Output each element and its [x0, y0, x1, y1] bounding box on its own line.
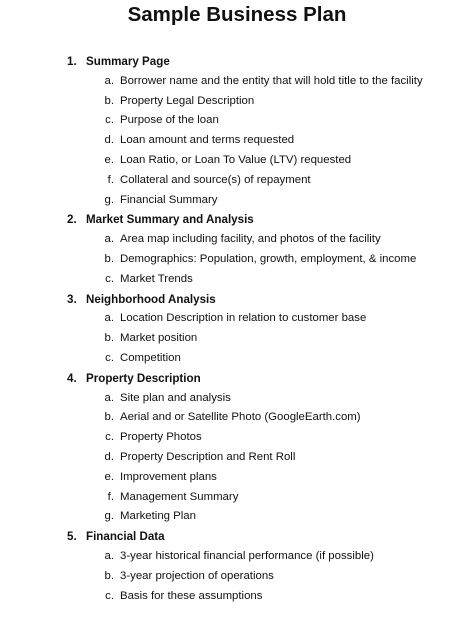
item-text: Property Description and Rent Roll: [120, 450, 296, 463]
list-item: [0, 567, 474, 587]
section-5: [0, 527, 474, 606]
item-text: Location Description in relation to customer base: [120, 312, 367, 325]
list-item: [0, 191, 474, 211]
item-letter: c.: [105, 272, 114, 285]
list-item: [0, 72, 474, 92]
section-number: 5.: [67, 530, 77, 544]
section-heading: [0, 210, 474, 230]
item-letter: c.: [105, 589, 114, 602]
item-text: Market Trends: [120, 272, 193, 285]
item-text: Marketing Plan: [120, 510, 196, 523]
item-text: Site plan and analysis: [120, 391, 231, 404]
list-item: [0, 547, 474, 567]
list-item: [0, 230, 474, 250]
section-title: Market Summary and Analysis: [86, 213, 254, 227]
document-title: Sample Business Plan: [127, 3, 347, 26]
section-2: [0, 210, 474, 289]
item-text: Property Photos: [120, 431, 202, 444]
list-item: [0, 488, 474, 508]
item-text: 3-year historical financial performance (if possible): [120, 549, 374, 562]
item-letter: b.: [104, 411, 114, 424]
list-item: [0, 92, 474, 112]
item-text: Basis for these assumptions: [120, 589, 263, 602]
item-text: Borrower name and the entity that will hold title to the facility: [120, 74, 423, 87]
section-4: [0, 369, 474, 527]
list-item: [0, 309, 474, 329]
item-letter: c.: [105, 351, 114, 364]
item-letter: b.: [104, 332, 114, 345]
item-text: Demographics: Population, growth, employment, & income: [120, 252, 417, 265]
item-letter: e.: [104, 153, 114, 166]
list-item: [0, 270, 474, 290]
item-letter: b.: [104, 569, 114, 582]
section-title: Financial Data: [86, 530, 165, 544]
item-text: Loan Ratio, or Loan To Value (LTV) requested: [120, 153, 352, 166]
item-list: [0, 389, 474, 528]
section-list: [0, 52, 474, 606]
item-list: [0, 309, 474, 368]
item-letter: e.: [104, 470, 114, 483]
item-text: Market position: [120, 332, 198, 345]
list-item: [0, 111, 474, 131]
section-number: 2.: [67, 213, 77, 227]
list-item: [0, 349, 474, 369]
item-text: Collateral and source(s) of repayment: [120, 173, 311, 186]
item-text: Property Legal Description: [120, 94, 255, 107]
item-letter: g.: [104, 510, 114, 523]
item-text: Aerial and or Satellite Photo (GoogleEarth.com): [120, 411, 361, 424]
section-title: Neighborhood Analysis: [86, 292, 216, 306]
item-letter: a.: [104, 549, 114, 562]
list-item: [0, 408, 474, 428]
item-letter: a.: [104, 312, 114, 325]
item-text: Purpose of the loan: [120, 114, 219, 127]
item-letter: d.: [104, 450, 114, 463]
item-letter: a.: [104, 74, 114, 87]
list-item: [0, 587, 474, 607]
item-letter: g.: [104, 193, 114, 206]
item-list: [0, 547, 474, 606]
list-item: [0, 171, 474, 191]
list-item: [0, 448, 474, 468]
item-text: Loan amount and terms requested: [120, 134, 295, 147]
item-letter: d.: [104, 134, 114, 147]
list-item: [0, 151, 474, 171]
list-item: [0, 507, 474, 527]
item-text: Financial Summary: [120, 193, 218, 206]
section-heading: [0, 369, 474, 389]
section-heading: [0, 52, 474, 72]
item-letter: a.: [104, 391, 114, 404]
section-number: 3.: [67, 292, 77, 306]
item-letter: b.: [104, 94, 114, 107]
section-title: Summary Page: [86, 55, 170, 68]
item-text: Management Summary: [120, 490, 239, 503]
item-list: [0, 72, 474, 211]
section-heading: [0, 290, 474, 310]
item-text: Improvement plans: [120, 470, 217, 483]
list-item: [0, 329, 474, 349]
item-text: Competition: [120, 351, 181, 364]
section-number: 4.: [67, 371, 77, 385]
item-text: Area map including facility, and photos of the facility: [120, 233, 381, 246]
section-title: Property Description: [86, 371, 201, 385]
item-letter: c.: [105, 114, 114, 127]
section-number: 1.: [67, 55, 77, 68]
section-1: [0, 52, 474, 210]
item-letter: c.: [105, 431, 114, 444]
section-heading: [0, 527, 474, 547]
item-letter: b.: [104, 252, 114, 265]
list-item: [0, 468, 474, 488]
list-item: [0, 389, 474, 409]
section-3: [0, 290, 474, 369]
list-item: [0, 250, 474, 270]
item-text: 3-year projection of operations: [120, 569, 274, 582]
item-letter: f.: [107, 173, 114, 186]
list-item: [0, 428, 474, 448]
item-letter: a.: [104, 233, 114, 246]
item-letter: f.: [107, 490, 114, 503]
list-item: [0, 131, 474, 151]
item-list: [0, 230, 474, 289]
